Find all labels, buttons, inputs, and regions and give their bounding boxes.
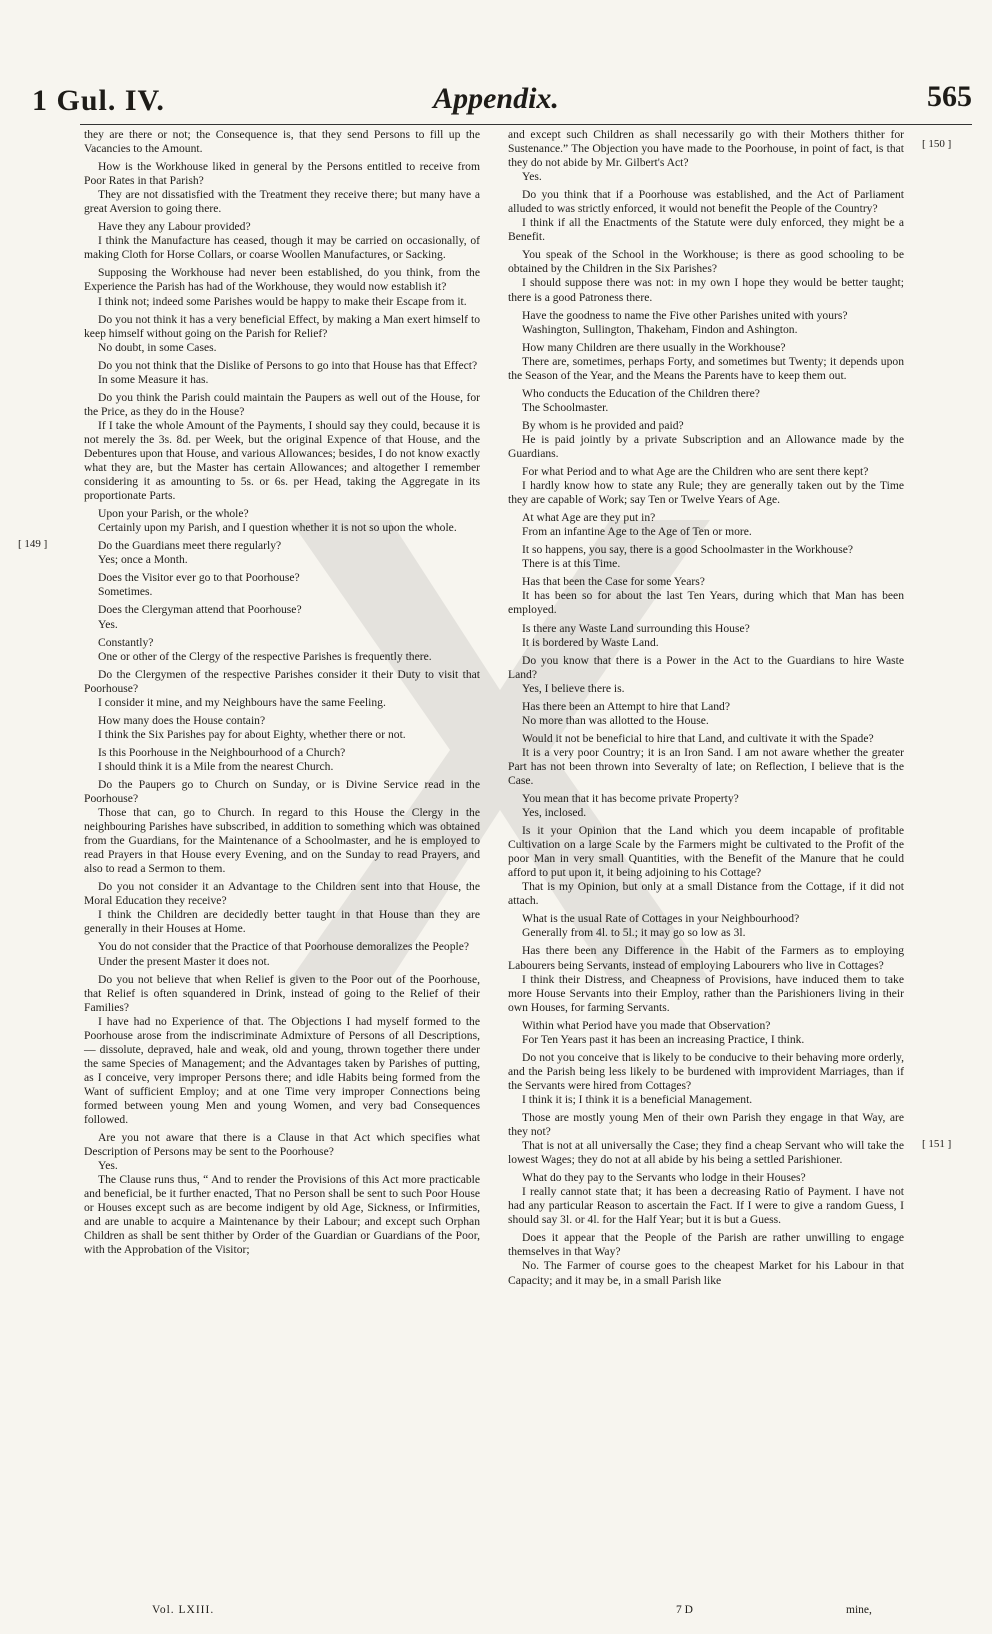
answer-paragraph: No more than was allotted to the House.: [522, 713, 709, 727]
answer-paragraph: I think their Distress, and Cheapness of Provisions, have induced them to take more House Servants into their Employ, rather than the Parishioners living in their own Houses, for farming Servants.: [508, 972, 904, 1014]
question-paragraph: Within what Period have you made that Observation?: [522, 1018, 771, 1032]
answer-paragraph: Yes.: [98, 1159, 118, 1173]
answer-paragraph: I think if all the Enactments of the Statute were duly enforced, they might be a Benefit.: [508, 216, 904, 244]
answer-paragraph: I have had no Experience of that. The Objections I had myself formed to the Poorhouse arose from the indiscriminate Admixture of Persons of all Descriptions, — dissolute, depraved, hale and weak, old and young, thrown together there under the same Species of Management; and the Advantages taken by Parishes of putting, as I conceive, very improper Persons there; and idle Habits being formed from the Want of sufficient Employ; and at one Time very improper Connections being formed between young Men and young Women, and very bad Consequences followed.: [84, 1014, 480, 1127]
question-paragraph: Have they any Labour provided?: [98, 220, 251, 234]
answer-paragraph: He is paid jointly by a private Subscription and an Allowance made by the Guardians.: [508, 432, 904, 460]
answer-paragraph: I think the Children are decidedly better taught in that House than they are generally in their Houses at Home.: [84, 908, 480, 936]
regnal-year: 1 Gul. IV.: [32, 84, 165, 117]
answer-paragraph: It is a very poor Country; it is an Iron Sand. I am not aware whether the greater Part has not been thrown into Severalty of late; on Reflection, I believe that is the Case.: [508, 745, 904, 787]
question-paragraph: Upon your Parish, or the whole?: [98, 507, 249, 521]
answer-paragraph: Yes.: [522, 170, 542, 184]
question-paragraph: What is the usual Rate of Cottages in your Neighbourhood?: [522, 912, 800, 926]
left-column: [84, 128, 480, 1258]
answer-paragraph: That is my Opinion, but only at a small Distance from the Cottage, if it did not attach.: [508, 880, 904, 908]
answer-paragraph: Yes, I believe there is.: [522, 681, 625, 695]
question-paragraph: It so happens, you say, there is a good Schoolmaster in the Workhouse?: [522, 543, 854, 557]
answer-paragraph: I should think it is a Mile from the nearest Church.: [98, 759, 334, 773]
catchword: mine,: [846, 1604, 872, 1616]
answer-paragraph: I think it is; I think it is a beneficial Management.: [522, 1092, 753, 1106]
question-paragraph: Does the Visitor ever go to that Poorhouse?: [98, 571, 300, 585]
margin-note-151: [ 151 ]: [922, 1138, 952, 1150]
question-paragraph: How many Children are there usually in the Workhouse?: [522, 340, 786, 354]
margin-note-149: [ 149 ]: [18, 538, 48, 550]
answer-paragraph: The Clause runs thus, “ And to render the Provisions of this Act more practicable and beneficial, be it further enacted, That no Person shall be sent to such Poor House or Houses except such as are become indigent by old Age, Sickness, or Infirmities, and are unable to acquire a Maintenance by their Labour; and except such Orphan Children as shall be sent thither by Order of the Guardian or Guardians of the Poor, with the Approbation of the Visitor;: [84, 1173, 480, 1257]
question-paragraph: Do you think that if a Poorhouse was established, and the Act of Parliament alluded to was strictly enforced, it would not benefit the People of the Country?: [508, 188, 904, 216]
question-paragraph: Do you not think that the Dislike of Persons to go into that House has that Effect?: [98, 358, 478, 372]
answer-paragraph: I should suppose there was not: in my own I hope they would be better taught; there is a good Patroness there.: [508, 276, 904, 304]
question-paragraph: Does the Clergyman attend that Poorhouse?: [98, 603, 302, 617]
answer-paragraph: There are, sometimes, perhaps Forty, and sometimes but Twenty; it depends upon the Season of the Year, and the Means the Parents have to keep them out.: [508, 354, 904, 382]
page-header: [0, 78, 992, 122]
question-paragraph: Is it your Opinion that the Land which you deem incapable of profitable Cultivation on a large Scale by the Farmers might be cultivated to the Profit of the poor Man in very small Quantities, with the Benefit of the Manure that he could afford to put upon it, it being adjoining to his Cottage?: [508, 824, 904, 880]
question-paragraph: Has that been the Case for some Years?: [522, 575, 705, 589]
question-paragraph: Do the Paupers go to Church on Sunday, or is Divine Service read in the Poorhouse?: [84, 777, 480, 806]
question-paragraph: Constantly?: [98, 635, 154, 649]
answer-paragraph: From an infantine Age to the Age of Ten or more.: [522, 525, 752, 539]
answer-paragraph: If I take the whole Amount of the Payments, I should say they could, because it is not merely the 3s. 8d. per Week, but the original Expence of that House, and the Debentures upon that House, and various Allowances; besides, I do not know exactly what they are, but the Master has certain Allowances; and altogether I remember considering it as amounting to 5s. or 6s. per Head, taking the Aggregate in its proportionate Parts.: [84, 418, 480, 503]
answer-paragraph: Yes, inclosed.: [522, 806, 587, 820]
answer-paragraph: and except such Children as shall necessarily go with their Mothers thither for Sustenance.” The Objection you have made to the Poorhouse, in point of fact, is that they do not abide by Mr. Gilbert's Act?: [508, 128, 904, 170]
page-number: 565: [927, 80, 972, 113]
section-title: Appendix.: [433, 82, 559, 115]
question-paragraph: At what Age are they put in?: [522, 511, 656, 525]
answer-paragraph: Sometimes.: [98, 585, 153, 599]
question-paragraph: Do you not think it has a very beneficial Effect, by making a Man exert himself to keep himself without going on the Parish for Relief?: [84, 312, 480, 340]
question-paragraph: How many does the House contain?: [98, 713, 266, 727]
question-paragraph: Do you not consider it an Advantage to the Children sent into that House, the Moral Education they receive?: [84, 880, 480, 908]
answer-paragraph: For Ten Years past it has been an increasing Practice, I think.: [522, 1032, 805, 1046]
question-paragraph: Do you not believe that when Relief is given to the Poor out of the Poorhouse, that Relief is often squandered in Drink, instead of going to the Relief of their Families?: [84, 972, 480, 1014]
answer-paragraph: I think the Manufacture has ceased, though it may be carried on occasionally, of making Cloth for Horse Collars, or coarse Woollen Manufactures, or Sacking.: [84, 234, 480, 262]
answer-paragraph: I think the Six Parishes pay for about Eighty, whether there or not.: [98, 727, 406, 741]
question-paragraph: Does it appear that the People of the Parish are rather unwilling to engage themselves in that Way?: [508, 1231, 904, 1259]
answer-paragraph: I think not; indeed some Parishes would be happy to make their Escape from it.: [98, 294, 467, 308]
answer-paragraph: Under the present Master it does not.: [98, 954, 270, 968]
question-paragraph: You mean that it has become private Property?: [522, 792, 739, 806]
question-paragraph: Those are mostly young Men of their own Parish they engage in that Way, are they not?: [508, 1111, 904, 1139]
answer-paragraph: They are not dissatisfied with the Treatment they receive there; but many have a great Aversion to going there.: [84, 188, 480, 216]
answer-paragraph: That is not at all universally the Case; they find a cheap Servant who will take the lowest Wages; they do not at all abide by his being a settled Parishioner.: [508, 1139, 904, 1167]
question-paragraph: You do not consider that the Practice of that Poorhouse demoralizes the People?: [98, 940, 470, 954]
answer-paragraph: Certainly upon my Parish, and I question whether it is not so upon the whole.: [98, 521, 457, 535]
answer-paragraph: I hardly know how to state any Rule; they are generally taken out by the Time they are capable of Work; say Ten or Twelve Years of Age.: [508, 479, 904, 507]
question-paragraph: Is there any Waste Land surrounding this House?: [522, 621, 750, 635]
question-paragraph: Do not you conceive that is likely to be conducive to their behaving more orderly, and the Parish being less likely to be burdened with improvident Marriages, than if the Servants were hired from Cottages?: [508, 1050, 904, 1092]
answer-paragraph: No doubt, in some Cases.: [98, 340, 217, 354]
question-paragraph: How is the Workhouse liked in general by the Persons entitled to receive from Poor Rates in that Parish?: [84, 160, 480, 188]
question-paragraph: Are you not aware that there is a Clause in that Act which specifies what Description of Persons may be sent to the Poorhouse?: [84, 1131, 480, 1159]
answer-paragraph: One or other of the Clergy of the respective Parishes is frequently there.: [98, 649, 432, 663]
question-paragraph: Do the Clergymen of the respective Parishes consider it their Duty to visit that Poorhouse?: [84, 667, 480, 695]
answer-paragraph: Yes; once a Month.: [98, 553, 188, 567]
question-paragraph: You speak of the School in the Workhouse; is there as good schooling to be obtained by the Children in the Six Parishes?: [508, 248, 904, 276]
answer-paragraph: Generally from 4l. to 5l.; it may go so low as 3l.: [522, 926, 746, 940]
answer-paragraph: In some Measure it has.: [98, 372, 209, 386]
answer-paragraph: I consider it mine, and my Neighbours have the same Feeling.: [98, 695, 386, 709]
margin-note-150: [ 150 ]: [922, 138, 952, 150]
question-paragraph: Has there been an Attempt to hire that Land?: [522, 699, 730, 713]
question-paragraph: Do the Guardians meet there regularly?: [98, 539, 282, 553]
answer-paragraph: Those that can, go to Church. In regard to this House the Clergy in the neighbouring Parishes have subscribed, in addition to something which was obtained from the Guardians, for the Maintenance of a Schoolmaster, and he is employed to read Prayers in that House every Evening, and on the Sunday to read Prayers, and also to read a Sermon to them.: [84, 806, 480, 876]
answer-paragraph: There is at this Time.: [522, 557, 621, 571]
answer-paragraph: I really cannot state that; it has been a decreasing Ratio of Payment. I have not had any particular Reason to ascertain the Fact. If I were to give a random Guess, I should say 3l. or 4l. for the Half Year; but it is but a Guess.: [508, 1185, 904, 1227]
signature-mark: 7 D: [676, 1604, 693, 1616]
answer-paragraph: It has been so for about the last Ten Years, during which that Man has been employed.: [508, 589, 904, 617]
answer-paragraph: Yes.: [98, 617, 118, 631]
question-paragraph: Have the goodness to name the Five other Parishes united with yours?: [522, 308, 848, 322]
question-paragraph: Supposing the Workhouse had never been established, do you think, from the Experience the Parish has had of the Workhouse, they would now establish it?: [84, 266, 480, 294]
header-rule: [80, 124, 972, 125]
volume-label: Vol. LXIII.: [152, 1604, 215, 1616]
question-paragraph: Would it not be beneficial to hire that Land, and cultivate it with the Spade?: [522, 731, 874, 745]
answer-paragraph: they are there or not; the Consequence is, that they send Persons to fill up the Vacancies to the Amount.: [84, 128, 480, 156]
question-paragraph: What do they pay to the Servants who lodge in their Houses?: [522, 1171, 806, 1185]
answer-paragraph: It is bordered by Waste Land.: [522, 635, 659, 649]
question-paragraph: By whom is he provided and paid?: [522, 418, 684, 432]
answer-paragraph: No. The Farmer of course goes to the cheapest Market for his Labour in that Capacity; and it may be, in a small Parish like: [508, 1259, 904, 1287]
question-paragraph: For what Period and to what Age are the Children who are sent there kept?: [522, 465, 869, 479]
question-paragraph: Is this Poorhouse in the Neighbourhood of a Church?: [98, 745, 346, 759]
question-paragraph: Has there been any Difference in the Habit of the Farmers as to employing Labourers being Servants, instead of employing Labourers who live in Cottages?: [508, 944, 904, 972]
question-paragraph: Who conducts the Education of the Children there?: [522, 386, 760, 400]
question-paragraph: Do you know that there is a Power in the Act to the Guardians to hire Waste Land?: [508, 653, 904, 681]
answer-paragraph: The Schoolmaster.: [522, 400, 609, 414]
right-column: [508, 128, 904, 1288]
answer-paragraph: Washington, Sullington, Thakeham, Findon and Ashington.: [522, 322, 798, 336]
question-paragraph: Do you think the Parish could maintain the Paupers as well out of the House, for the Price, as they do in the House?: [84, 390, 480, 418]
